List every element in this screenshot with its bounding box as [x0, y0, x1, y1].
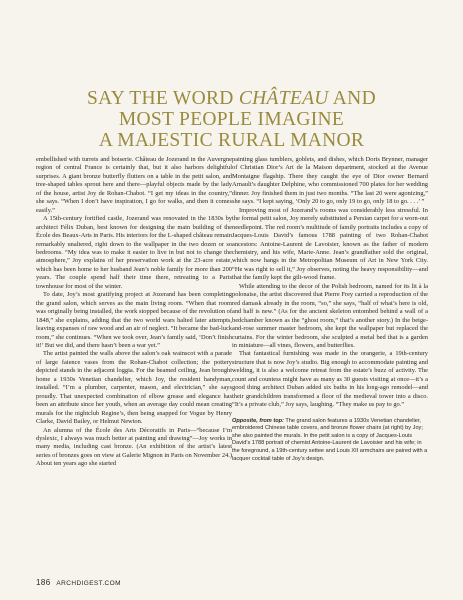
body-paragraph: An alumna of the École des Arts Décoratifs in Paris—“because I’m dyslexic, I always was much better at painting and drawing”—Joy works in many media, including cast bronze. (An exhibition of the artist’s latest series of bronzes goes on view at Galerie Mignon in Paris on November 24.) About ten years ago she started [36, 426, 232, 468]
left-column [36, 156, 232, 469]
body-paragraph: A 15th-century fortified castle, Jozerand was renovated in the 1830s by architect Félix Duban, best known for designing the main building of the École des Beaux-Arts in Paris. His interiors for the L-shaped château remain remarkably unaltered, right down to the wallpaper in the two dozen or so bedrooms. “My idea was to make it easier to live in but not to change the atmosphere,” Joy explains of her preservation work at the 23-acre estate, which has been home to her husband Jean’s noble family for more than 200 years. The couple spend half their time there, retreating to a Paris townhouse for most of the winter. [36, 215, 232, 290]
publication-url: ARCHDIGEST.COM [56, 580, 121, 587]
page-number: 186 [36, 578, 51, 587]
right-column [232, 156, 428, 463]
headline-line-1-post: AND [328, 88, 376, 109]
headline [30, 88, 433, 151]
headline-line-3: A MAJESTIC RURAL MANOR [98, 130, 365, 151]
caption-lead: Opposite, from top: [232, 417, 284, 424]
body-paragraph: While attending to the decor of the Polish bedroom, named for its lit à la polonaise, the artist discovered that Pierre Frey carried a reproduction of the red damask already in the room, “so,” she says, “half of what’s here is old, and half is new.” (As for the ancient skeleton entombed behind a wall of a bedchamber known as the “ghost room,” that’s another story.) In the beige-and-rose summer master bedroom, she kept the wallpaper but replaced the curtains. For the winter bedroom, she sculpted a metal bed that is a garden in miniature—all vines, flowers, and butterflies. [232, 282, 428, 349]
caption-text: The grand salon features a 1930s Venetian chandelier, embroidered Chinese table covers, and bronze flower chairs (at right) by Joy; she also painted the murals. In the petit salon is a copy of Jacques-Louis David’s 1788 portrait of chemist Antoine-Laurent de Lavoisier and his wife; in the foreground, a 19th-century settee and Louis XII armchairs are paired with a lacquer cocktail table of Joy’s design. [232, 417, 428, 462]
headline-line-1-italic: CHÂTEAU [238, 88, 329, 109]
body-paragraph: That fantastical furnishing was made in the orangerie, a 19th-century structure that is now Joy’s studio. Big enough to accommodate painting and welding, it is also a welcome retreat from the estate’s buzz of activity. The count and countess might have as many as 30 guests visiting at once—it’s a good thing architect Duban added six baths in his long-ago remodel—and their grandchildren transformed a floor of the medieval tower into a disco. “It’s a private club,” Joy says, laughing. “They make us pay to go.” [232, 350, 428, 409]
body-paragraph: The artist painted the walls above the salon’s oak wainscot with a parade of large faience vases from the Rohan-Chabot collection; the pottery depicted stands in the adjacent loggia. For the beamed ceiling, Jean brought home a 1930s Venetian chandelier, which Joy, the resident handyman, installed. “I’m a plumber, carpenter, mason, and electrician,” she says proudly. That unexpected combination of elbow grease and elegance has been an attribute since her youth, when an average day could mean creating murals for the nightclub Regine’s, then being snapped for Vogue by Henry Clarke, David Bailey, or Helmut Newton. [36, 350, 232, 426]
headline-line-2: MOST PEOPLE IMAGINE [118, 109, 345, 130]
body-paragraph: embellished with turrets and boiserie. Château de Jozerand in the Auvergne region of central France is certainly that, but it also harbors delightful surprises. A giant bronze butterfly flutters on a table in the petit salon, and tree-shaped tables sprout here and there—playful objects made by the lady of the house, artist Joy de Rohan-Chabot. “I get my ideas in the country,” she says. “When I don’t have inspiration, I go for walks, and then it comes easily.” [36, 156, 232, 214]
photo-caption [232, 418, 428, 464]
headline-line-1 [30, 88, 433, 109]
page-footer [36, 578, 121, 587]
body-paragraph: Improving most of Jozerand’s rooms was considerably less stressful. In the formal petit salon, Joy merely substituted a Persian carpet for a worn-out needlepoint. The red room’s multitude of family portraits includes a copy of Jacques-Louis David’s famous 1788 painting of two Rohan-Chabot ancestors: Antoine-Laurent de Lavoisier, known as the father of modern chemistry, and his wife, Marie-Anne. Jean’s grandfather sold the original, which now hangs in the Metropolitan Museum of Art in New York City. “He was right to sell it,” Joy observes, noting the heavy responsibility—and that the family kept the gilt-wood frame. [232, 206, 428, 282]
body-paragraph: To date, Joy’s most gratifying project at Jozerand has been completing the grand salon, which serves as the main living room. “When that room was originally being installed, the work stopped because of the revolution of 1848,” she explains, adding that the two world wars halted later attempts, leaving expanses of raw wood and an air of neglect. “It became the bad-luck room,” she continues. “When we took over, Jean’s family said, ‘Don’t finish it!’ But we did, and there hasn’t been a war yet.” [36, 291, 232, 349]
body-paragraph: painting glass tumblers, goblets, and dishes, which Doris Brynner, manager of Christian Dior’s Art de la Maison department, stocked at the Avenue Montaigne flagship. There they caught the eye of Dior owner Bernard Arnault’s daughter Delphine, who commissioned 700 plates for her wedding dinner. Joy finished them in just two months. “The last 20 were agonizing,” she says. “I kept saying, ‘Only 20 to go, only 19 to go, only 18 to go. . . .’ ” [232, 156, 428, 206]
headline-line-1-pre: SAY THE WORD [87, 88, 239, 109]
